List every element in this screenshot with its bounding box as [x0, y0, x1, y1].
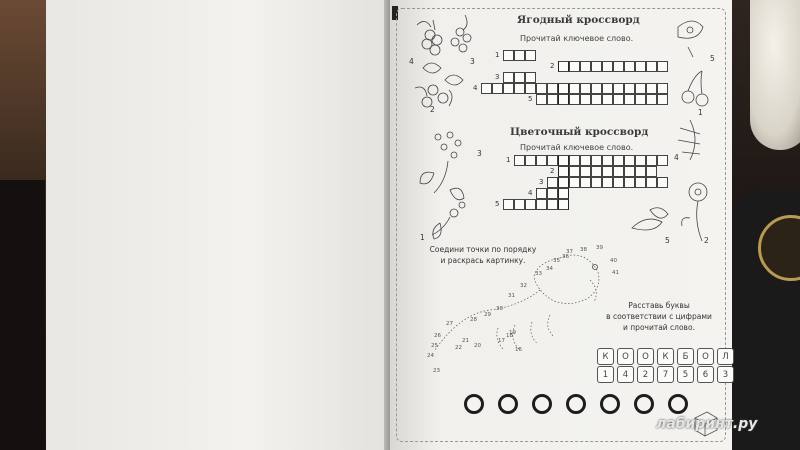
crossword-clue-number: 2 — [550, 62, 555, 70]
flower-illustrations-right — [620, 110, 720, 250]
dot-number: 38 — [580, 247, 587, 253]
crossword-cell[interactable] — [547, 94, 558, 105]
crossword-clue-number: 1 — [506, 156, 511, 164]
crossword-cell[interactable] — [613, 61, 624, 72]
crossword-clue-number: 3 — [495, 73, 500, 81]
digit-cell: 4 — [617, 366, 634, 383]
answer-ring[interactable] — [668, 394, 688, 414]
dot-number: 16 — [515, 347, 522, 353]
crossword-cell[interactable] — [646, 61, 657, 72]
dot-number: 34 — [546, 266, 553, 272]
berry-picture-number: 5 — [710, 54, 715, 63]
dark-decor-left — [0, 180, 45, 450]
crossword-cell[interactable] — [602, 177, 613, 188]
crossword-cell[interactable] — [558, 177, 569, 188]
crossword-cell[interactable] — [569, 166, 580, 177]
crossword-cell[interactable] — [536, 155, 547, 166]
blank-left-page — [46, 0, 386, 450]
crossword-cell[interactable] — [624, 94, 635, 105]
letter-cell: О — [697, 348, 714, 365]
crossword-cell[interactable] — [602, 166, 613, 177]
letter-cell: К — [597, 348, 614, 365]
dot-number: 40 — [610, 258, 617, 264]
dot-number: 17 — [498, 338, 505, 344]
crossword-cell[interactable] — [525, 199, 536, 210]
crossword-cell[interactable] — [591, 83, 602, 94]
crossword-cell[interactable] — [635, 83, 646, 94]
dot-number: 27 — [446, 321, 453, 327]
crossword-cell[interactable] — [536, 83, 547, 94]
crossword-cell[interactable] — [503, 50, 514, 61]
crossword-clue-number: 5 — [495, 200, 500, 208]
berry-crossword-title: Ягодный кроссворд — [517, 14, 640, 26]
crossword-cell[interactable] — [536, 199, 547, 210]
crossword-cell[interactable] — [547, 155, 558, 166]
crossword-cell[interactable] — [569, 94, 580, 105]
answer-ring[interactable] — [600, 394, 620, 414]
answer-ring[interactable] — [464, 394, 484, 414]
crossword-cell[interactable] — [591, 61, 602, 72]
digit-cell: 5 — [677, 366, 694, 383]
flower-picture-number: 3 — [477, 149, 482, 158]
crossword-cell[interactable] — [514, 199, 525, 210]
crossword-cell[interactable] — [525, 72, 536, 83]
answer-ring[interactable] — [634, 394, 654, 414]
letter-cell: О — [637, 348, 654, 365]
dot-number: 29 — [484, 312, 491, 318]
digits-row — [597, 366, 734, 383]
crossword-cell[interactable] — [547, 83, 558, 94]
dot-number: 25 — [431, 343, 438, 349]
crossword-cell[interactable] — [547, 188, 558, 199]
letter-cell: Б — [677, 348, 694, 365]
crossword-cell[interactable] — [591, 177, 602, 188]
flower-picture-number: 5 — [665, 236, 670, 245]
dot-number: 24 — [427, 353, 434, 359]
crossword-cell[interactable] — [646, 83, 657, 94]
crossword-cell[interactable] — [514, 155, 525, 166]
dot-number: 36 — [562, 254, 569, 260]
digit-cell: 6 — [697, 366, 714, 383]
dot-number: 31 — [508, 293, 515, 299]
crossword-cell[interactable] — [569, 83, 580, 94]
crossword-cell[interactable] — [580, 177, 591, 188]
berry-illustrations-left — [405, 10, 495, 125]
dot-number: 33 — [535, 271, 542, 277]
crossword-cell[interactable] — [591, 166, 602, 177]
berry-picture-number: 4 — [409, 57, 414, 66]
berry-picture-number: 1 — [698, 108, 703, 117]
letter-cell: К — [657, 348, 674, 365]
flower-picture-number: 4 — [674, 153, 679, 162]
crossword-cell[interactable] — [624, 61, 635, 72]
dot-number: 21 — [462, 338, 469, 344]
crossword-cell[interactable] — [558, 155, 569, 166]
crossword-clue-number: 5 — [528, 95, 533, 103]
crossword-cell[interactable] — [602, 94, 613, 105]
crossword-cell[interactable] — [602, 61, 613, 72]
crossword-cell[interactable] — [657, 61, 668, 72]
berry-picture-number: 2 — [430, 105, 435, 114]
dot-number: 20 — [474, 343, 481, 349]
dot-number: 23 — [433, 368, 440, 374]
crossword-cell[interactable] — [514, 72, 525, 83]
flower-crossword-hint: Прочитай ключевое слово. — [520, 143, 634, 152]
crossword-cell[interactable] — [580, 61, 591, 72]
digit-cell: 3 — [717, 366, 734, 383]
dot-number: 35 — [553, 258, 560, 264]
crossword-cell[interactable] — [503, 72, 514, 83]
answer-ring[interactable] — [498, 394, 518, 414]
crossword-cell[interactable] — [514, 83, 525, 94]
berry-picture-number: 3 — [470, 57, 475, 66]
crossword-cell[interactable] — [657, 83, 668, 94]
letters-instruction — [604, 300, 714, 333]
digit-cell: 1 — [597, 366, 614, 383]
crossword-clue-number: 3 — [539, 178, 544, 186]
dots-instruction-line: и раскрась картинку. — [440, 256, 526, 265]
dot-number: 22 — [455, 345, 462, 351]
crossword-clue-number: 4 — [528, 189, 533, 197]
crossword-cell[interactable] — [591, 94, 602, 105]
crossword-cell[interactable] — [580, 155, 591, 166]
crossword-clue-number: 2 — [550, 167, 555, 175]
crossword-cell[interactable] — [525, 83, 536, 94]
flower-picture-number: 1 — [420, 233, 425, 242]
dot-number: 26 — [434, 333, 441, 339]
crossword-cell[interactable] — [591, 155, 602, 166]
dot-number: 41 — [612, 270, 619, 276]
crossword-cell[interactable] — [635, 94, 646, 105]
dot-number: 32 — [520, 283, 527, 289]
dot-number: 28 — [470, 317, 477, 323]
crossword-cell[interactable] — [514, 50, 525, 61]
crossword-cell[interactable] — [503, 199, 514, 210]
dot-number: 18 — [506, 333, 513, 339]
crossword-cell[interactable] — [580, 94, 591, 105]
crossword-cell[interactable] — [547, 177, 558, 188]
crossword-cell[interactable] — [536, 188, 547, 199]
letters-instruction-line: и прочитай слово. — [623, 323, 695, 332]
letter-cell: Л — [717, 348, 734, 365]
crossword-cell[interactable] — [558, 61, 569, 72]
crossword-cell[interactable] — [536, 94, 547, 105]
answer-ring[interactable] — [566, 394, 586, 414]
dot-number: 39 — [596, 245, 603, 251]
crossword-cell[interactable] — [635, 61, 646, 72]
crossword-cell[interactable] — [624, 83, 635, 94]
crossword-clue-number: 1 — [495, 51, 500, 59]
crossword-cell[interactable] — [613, 83, 624, 94]
crossword-cell[interactable] — [569, 177, 580, 188]
crossword-cell[interactable] — [558, 83, 569, 94]
letters-instruction-line: в соответствии с цифрами — [606, 312, 712, 321]
crossword-cell[interactable] — [547, 199, 558, 210]
book-gutter — [384, 0, 390, 450]
berry-crossword-hint: Прочитай ключевое слово. — [520, 34, 634, 43]
crossword-cell[interactable] — [525, 50, 536, 61]
crossword-cell[interactable] — [657, 94, 668, 105]
berry-illustrations-right — [668, 12, 718, 122]
digit-cell: 2 — [637, 366, 654, 383]
dot-number: 19 — [509, 330, 516, 336]
flower-crossword-title: Цветочный кроссворд — [510, 126, 649, 138]
dot-number: 30 — [496, 306, 503, 312]
flower-picture-number: 2 — [704, 236, 709, 245]
crossword-cell[interactable] — [525, 155, 536, 166]
crossword-cell[interactable] — [602, 155, 613, 166]
crossword-cell[interactable] — [613, 94, 624, 105]
crossword-cell[interactable] — [646, 94, 657, 105]
crossword-cell[interactable] — [558, 199, 569, 210]
crossword-cell[interactable] — [569, 155, 580, 166]
digit-cell: 7 — [657, 366, 674, 383]
crossword-cell[interactable] — [569, 61, 580, 72]
crossword-cell[interactable] — [580, 166, 591, 177]
crossword-clue-number: 4 — [473, 84, 478, 92]
crossword-cell[interactable] — [558, 94, 569, 105]
letters-instruction-line: Расставь буквы — [628, 301, 690, 310]
crossword-cell[interactable] — [558, 166, 569, 177]
letters-row — [597, 348, 734, 365]
crossword-cell[interactable] — [602, 83, 613, 94]
letter-cell: О — [617, 348, 634, 365]
answer-ring[interactable] — [532, 394, 552, 414]
watermark: лабиринт.ру — [656, 416, 758, 432]
dot-number: 37 — [566, 249, 573, 255]
crossword-cell[interactable] — [558, 188, 569, 199]
crossword-cell[interactable] — [503, 83, 514, 94]
crossword-cell[interactable] — [580, 83, 591, 94]
coffee-cup — [750, 0, 800, 150]
dots-instruction-line: Соедини точки по порядку — [429, 245, 537, 254]
